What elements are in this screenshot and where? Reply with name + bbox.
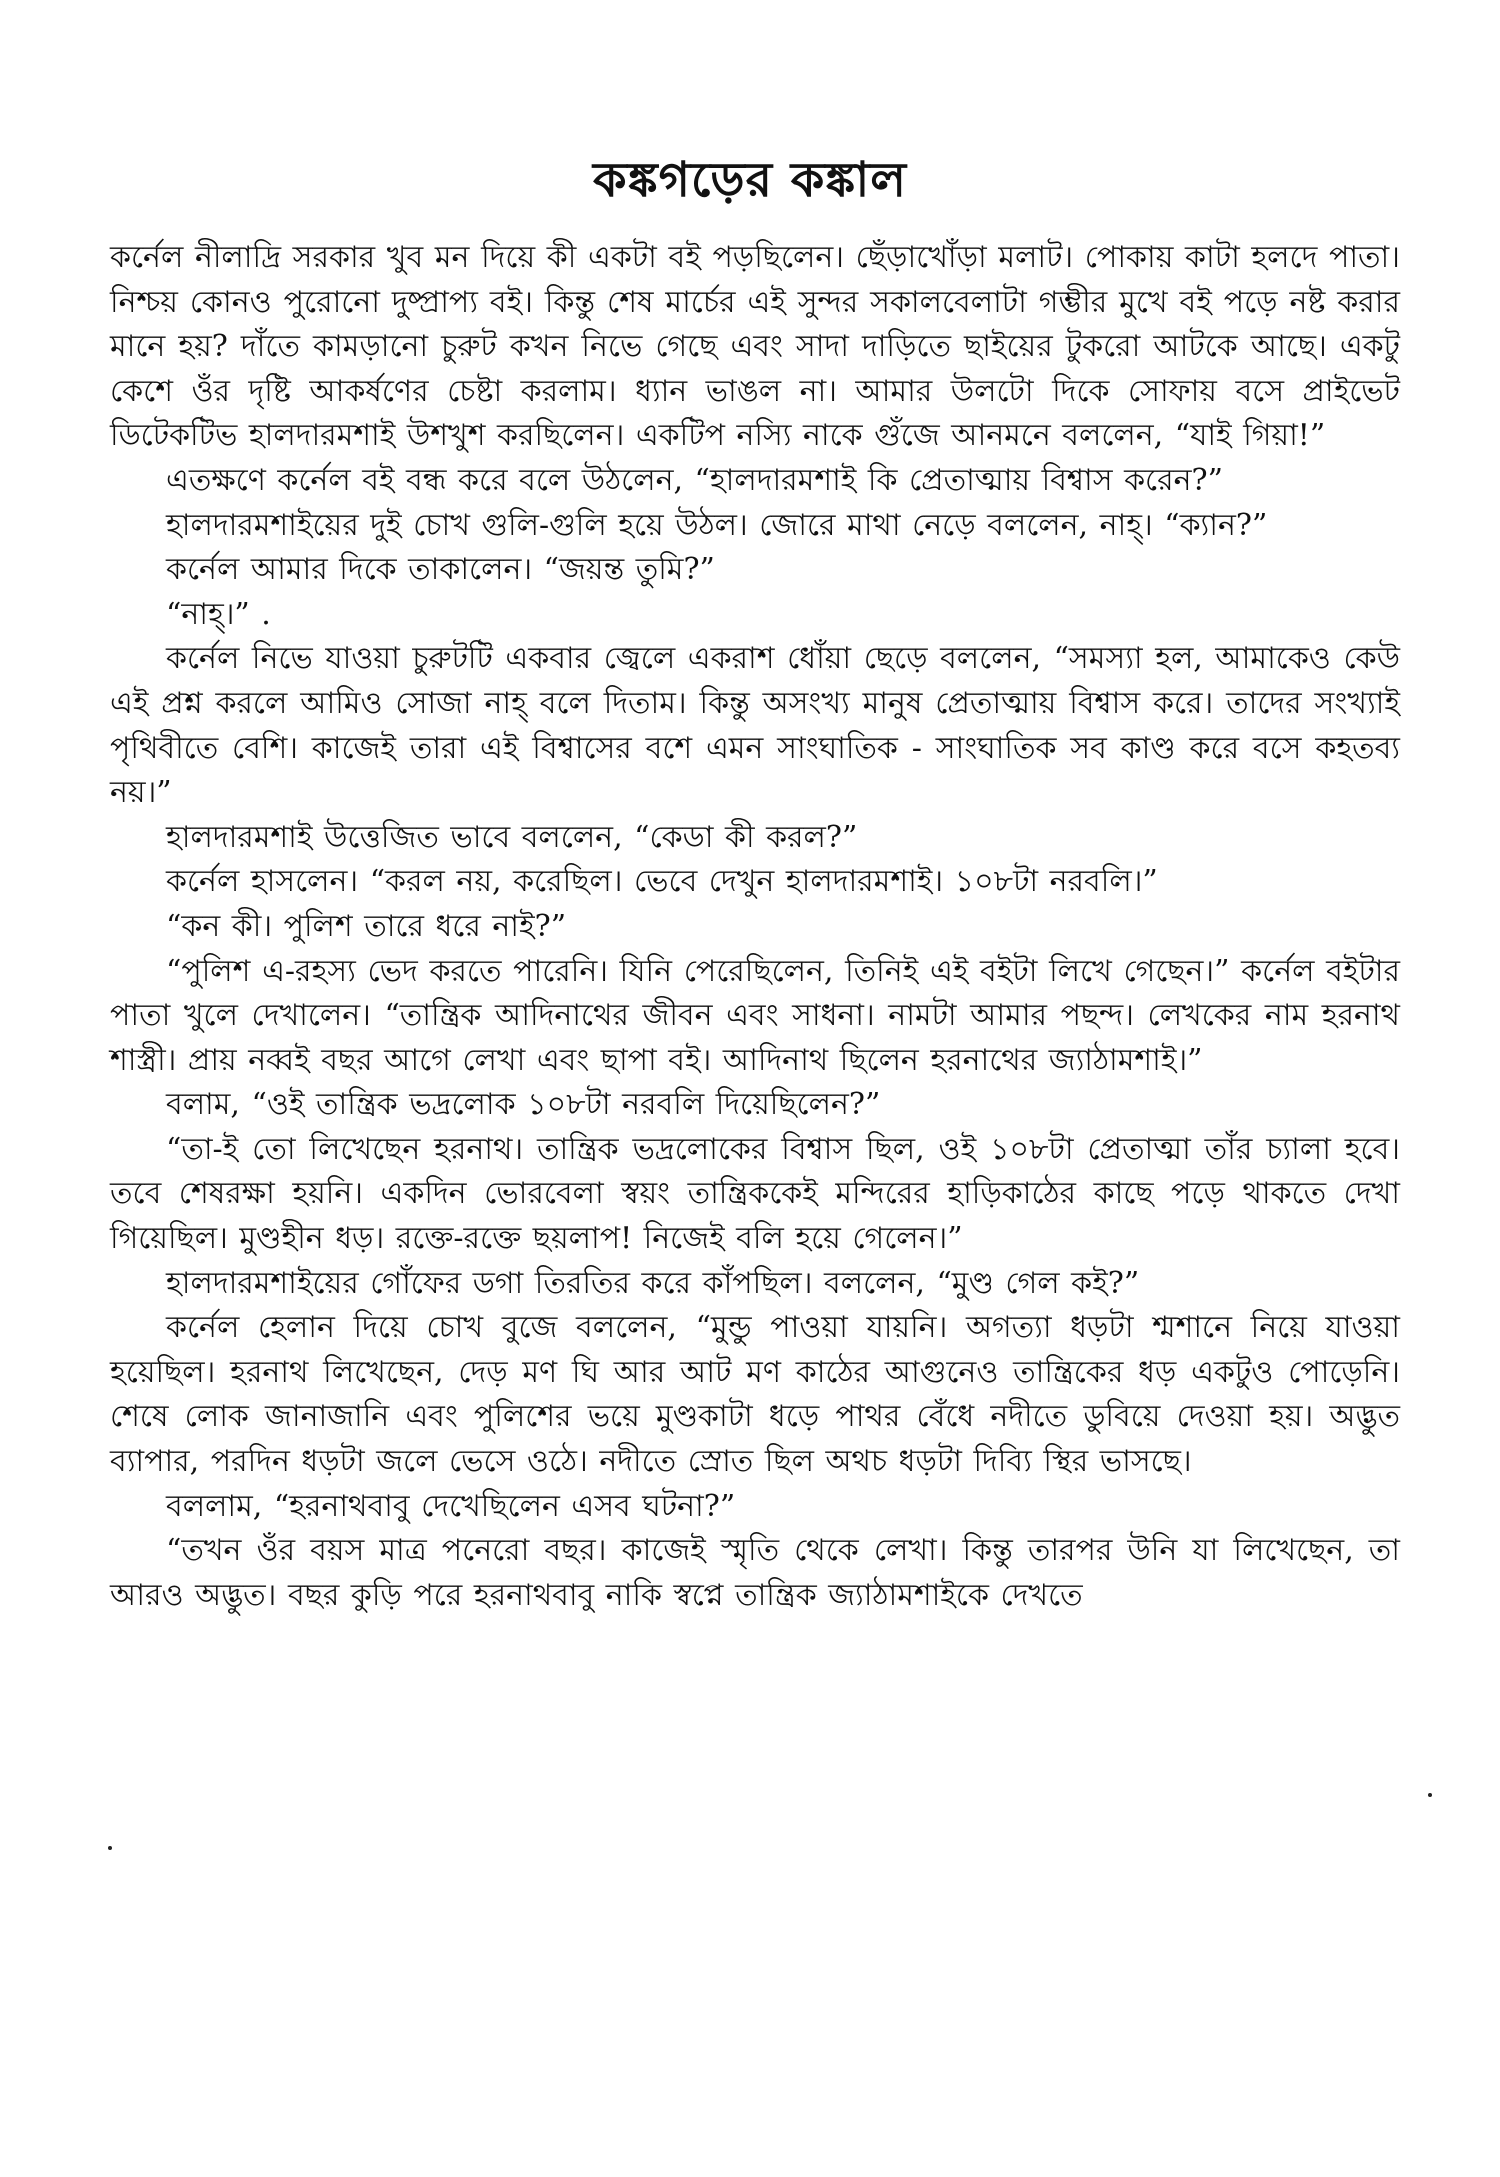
paragraph: “পুলিশ এ-রহস্য ভেদ করতে পারেনি। যিনি পেরেছিলেন, তিনিই এই বইটা লিখে গেছেন।” কর্নেল বইটার পাতা খুলে দেখালেন। “তান্ত্রিক আদিনাথের জীবন এবং সাধনা। নামটা আমার পছন্দ। লেখকের নাম হরনাথ শাস্ত্রী। প্রায় নব্বই বছর আগে লেখা এবং ছাপা বই। আদিনাথ ছিলেন হরনাথের জ্যাঠামশাই।” [110, 953, 1400, 1078]
paragraph: হালদারমশাইয়ের দুই চোখ গুলি-গুলি হয়ে উঠল। জোরে মাথা নেড়ে বললেন, নাহ্। “ক্যান?” [166, 507, 1268, 543]
chapter-body [110, 236, 1400, 1618]
paragraph: বললাম, “হরনাথবাবু দেখেছিলেন এসব ঘটনা?” [166, 1488, 736, 1524]
paragraph: কর্নেল নীলাদ্রি সরকার খুব মন দিয়ে কী একটা বই পড়ছিলেন। ছেঁড়াখোঁড়া মলাট। পোকায় কাটা হলদে পাতা। নিশ্চয় কোনও পুরোনো দুষ্প্রাপ্য বই। কিন্তু শেষ মার্চের এই সুন্দর সকালবেলাটা গম্ভীর মুখে বই পড়ে নষ্ট করার মানে হয়? দাঁতে কামড়ানো চুরুট কখন নিভে গেছে এবং সাদা দাড়িতে ছাইয়ের টুকরো আটকে আছে। একটু কেশে ওঁর দৃষ্টি আকর্ষণের চেষ্টা করলাম। ধ্যান ভাঙল না। আমার উলটো দিকে সোফায় বসে প্রাইভেট ডিটেকটিভ হালদারমশাই উশখুশ করছিলেন। একটিপ নস্যি নাকে গুঁজে আনমনে বললেন, “যাই গিয়া!” [110, 240, 1400, 454]
paragraph: “নাহ্।” . [166, 596, 271, 632]
paragraph: “কন কী। পুলিশ তারে ধরে নাই?” [166, 908, 567, 944]
paragraph: কর্নেল নিভে যাওয়া চুরুটটি একবার জ্বেলে একরাশ ধোঁয়া ছেড়ে বললেন, “সমস্যা হল, আমাকেও কেউ এই প্রশ্ন করলে আমিও সোজা নাহ্ বলে দিতাম। কিন্তু অসংখ্য মানুষ প্রেতাত্মায় বিশ্বাস করে। তাদের সংখ্যাই পৃথিবীতে বেশি। কাজেই তারা এই বিশ্বাসের বশে এমন সাংঘাতিক - সাংঘাতিক সব কাণ্ড করে বসে কহতব্য নয়।” [110, 641, 1400, 811]
paragraph: হালদারমশাই উত্তেজিত ভাবে বললেন, “কেডা কী করল?” [166, 819, 858, 855]
scan-speck [108, 1846, 112, 1850]
paragraph: “তা-ই তো লিখেছেন হরনাথ। তান্ত্রিক ভদ্রলোকের বিশ্বাস ছিল, ওই ১০৮টা প্রেতাত্মা তাঁর চ্যালা হবে। তবে শেষরক্ষা হয়নি। একদিন ভোরবেলা স্বয়ং তান্ত্রিককেই মন্দিরের হাড়িকাঠের কাছে পড়ে থাকতে দেখা গিয়েছিল। মুণ্ডহীন ধড়। রক্তে-রক্তে ছয়লাপ! নিজেই বলি হয়ে গেলেন।” [110, 1131, 1400, 1257]
paragraph: বলাম, “ওই তান্ত্রিক ভদ্রলোক ১০৮টা নরবলি দিয়েছিলেন?” [166, 1087, 881, 1123]
scan-speck [1428, 1793, 1432, 1797]
paragraph: কর্নেল আমার দিকে তাকালেন। “জয়ন্ত তুমি?” [166, 552, 715, 588]
paragraph: “তখন ওঁর বয়স মাত্র পনেরো বছর। কাজেই স্মৃতি থেকে লেখা। কিন্তু তারপর উনি যা লিখেছেন, তা আরও অদ্ভুত। বছর কুড়ি পরে হরনাথবাবু নাকি স্বপ্নে তান্ত্রিক জ্যাঠামশাইকে দেখতে [110, 1533, 1400, 1613]
paragraph: এতক্ষণে কর্নেল বই বন্ধ করে বলে উঠলেন, “হালদারমশাই কি প্রেতাত্মায় বিশ্বাস করেন?” [166, 462, 1223, 498]
paragraph: কর্নেল হেলান দিয়ে চোখ বুজে বললেন, “মুন্ডু পাওয়া যায়নি। অগত্যা ধড়টা শ্মশানে নিয়ে যাওয়া হয়েছিল। হরনাথ লিখেছেন, দেড় মণ ঘি আর আট মণ কাঠের আগুনেও তান্ত্রিকের ধড় একটুও পোড়েনি। শেষে লোক জানাজানি এবং পুলিশের ভয়ে মুণ্ডকাটা ধড়ে পাথর বেঁধে নদীতে ডুবিয়ে দেওয়া হয়। অদ্ভুত ব্যাপার, পরদিন ধড়টা জলে ভেসে ওঠে। নদীতে স্রোত ছিল অথচ ধড়টা দিব্যি স্থির ভাসছে। [110, 1310, 1400, 1480]
paragraph: হালদারমশাইয়ের গোঁফের ডগা তিরতির করে কাঁপছিল। বললেন, “মুণ্ড গেল কই?” [166, 1265, 1140, 1301]
paragraph: কর্নেল হাসলেন। “করল নয়, করেছিল। ভেবে দেখুন হালদারমশাই। ১০৮টা নরবলি।” [166, 864, 1158, 900]
chapter-title: কঙ্কগড়ের কঙ্কাল [592, 152, 908, 209]
